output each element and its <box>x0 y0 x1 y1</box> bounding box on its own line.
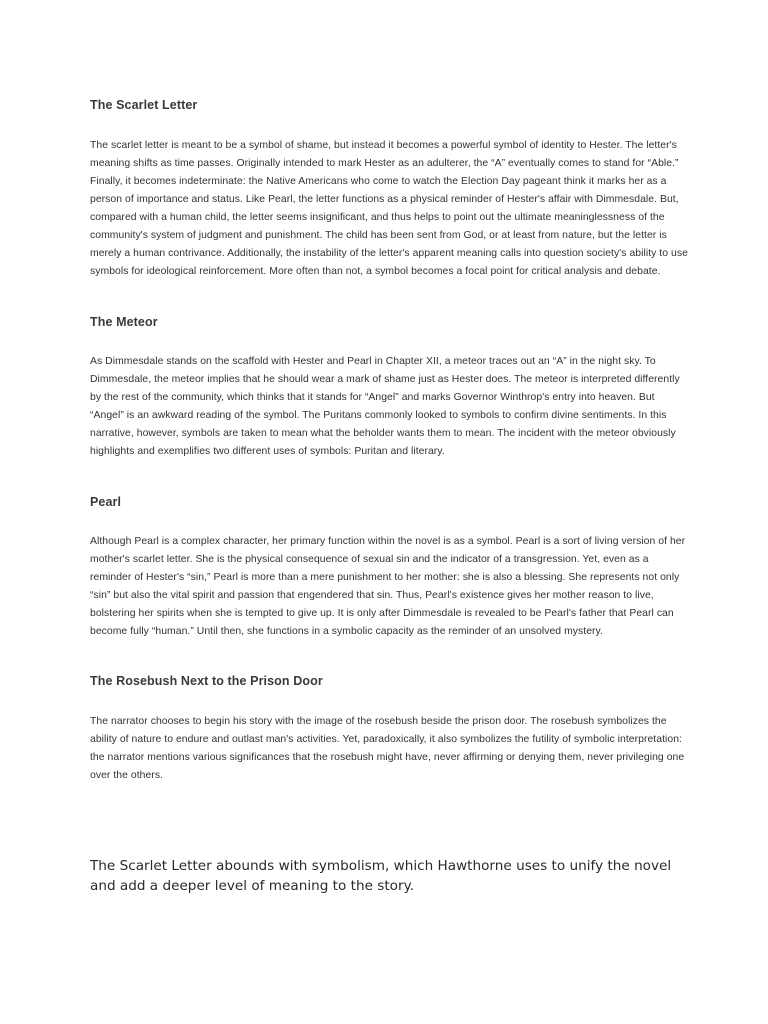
summary-paragraph: The Scarlet Letter abounds with symbolism, which Hawthorne uses to unify the novel and add a deeper level of meaning to the story. <box>90 858 672 894</box>
section-body-scarlet-letter: The scarlet letter is meant to be a symbol of shame, but instead it becomes a powerful symbol of identity to Hester. The letter's meaning shifts as time passes. Originally intended to mark Hester as an adulterer, the “A” eventually comes to stand for “Able.” Finally, it becomes indeterminate: the Native Americans who come to watch the Election Day pageant think it marks her as a person of importance and status. Like Pearl, the letter functions as a physical reminder of Hester's affair with Dimmesdale. But, compared with a human child, the letter seems insignificant, and thus helps to point out the ultimate meaninglessness of the community's system of judgment and punishment. The child has been sent from God, or at least from nature, but the letter is merely a human contrivance. Additionally, the instability of the letter's apparent meaning calls into question society's ability to use symbols for ideological reinforcement. More often than not, a symbol becomes a focal point for critical analysis and debate. <box>90 140 688 277</box>
section-body-meteor: As Dimmesdale stands on the scaffold with Hester and Pearl in Chapter XII, a meteor traces out an “A” in the night sky. To Dimmesdale, the meteor implies that he should wear a mark of shame just as Hester does. The meteor is interpreted differently by the rest of the community, which thinks that it stands for “Angel” and marks Governor Winthrop's entry into heaven. But “Angel” is an awkward reading of the symbol. The Puritans commonly looked to symbols to confirm divine sentiments. In this narrative, however, symbols are taken to mean what the beholder wants them to mean. The incident with the meteor obviously highlights and exemplifies two different uses of symbols: Puritan and literary. <box>90 356 680 457</box>
section-heading-meteor: The Meteor <box>90 315 158 329</box>
section-heading-pearl: Pearl <box>90 495 122 509</box>
section-heading-rosebush: The Rosebush Next to the Prison Door <box>90 674 323 688</box>
section-heading-scarlet-letter: The Scarlet Letter <box>90 98 198 112</box>
section-body-rosebush: The narrator chooses to begin his story with the image of the rosebush beside the prison door. The rosebush symbolizes the ability of nature to endure and outlast man's activities. Yet, paradoxically, it also symbolizes the futility of symbolic interpretation: the narrator mentions various significances that the rosebush might have, never affirming or denying them, never privileging one over the others. <box>90 716 685 781</box>
section-body-pearl: Although Pearl is a complex character, her primary function within the novel is as a symbol. Pearl is a sort of living version of her mother's scarlet letter. She is the physical consequence of sexual sin and the indicator of a transgression. Yet, even as a reminder of Hester's “sin,” Pearl is more than a mere punishment to her mother: she is also a blessing. She represents not only “sin” but also the vital spirit and passion that engendered that sin. Thus, Pearl's existence gives her mother reason to live, bolstering her spirits when she is tempted to give up. It is only after Dimmesdale is revealed to be Pearl's father that Pearl can become fully “human.” Until then, she functions in a symbolic capacity as the reminder of an unsolved mystery. <box>90 536 686 637</box>
